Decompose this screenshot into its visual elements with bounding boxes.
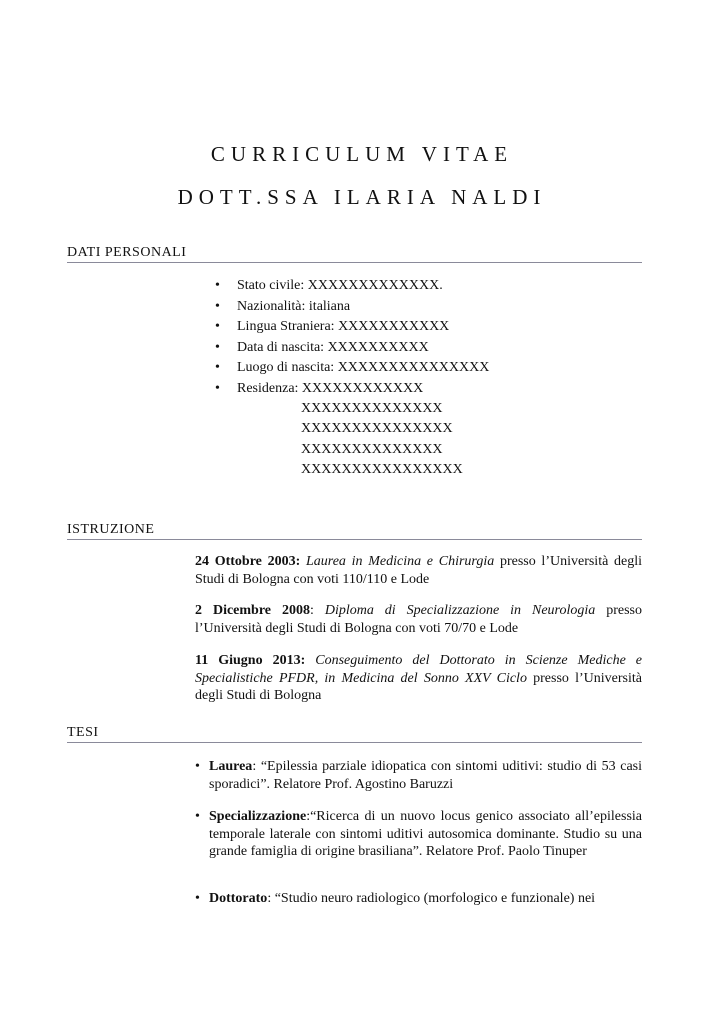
education-title: Diploma di Specializzazione in Neurologia [324, 603, 596, 618]
education-entry: 2 Dicembre 2008: Diploma di Specializzazione in Neurologia presso l’Università degli Studi di Bologna con voti 70/70 e Lode [195, 603, 642, 636]
thesis-entry: • Dottorato: “Studio neuro radiologico (morfologico e funzionale) nei [195, 891, 596, 906]
person-name: DOTT.SSA ILARIA NALDI [177, 185, 547, 209]
thesis-text: “Studio neuro radiologico (morfologico e funzionale) nei [274, 891, 596, 906]
thesis-label: Dottorato [209, 891, 268, 906]
section-heading-tesi: TESI [67, 725, 642, 743]
education-entry [195, 652, 642, 705]
education-entry [195, 553, 642, 588]
cv-title: CURRICULUM VITAE [210, 142, 514, 166]
education-date: 2 Dicembre 2008 [195, 603, 310, 618]
list-item: • Luogo di nascita: XXXXXXXXXXXXXXX [215, 358, 489, 379]
thesis-text: “Ricerca di un nuovo locus genico associato all’epilessia temporale laterale con sintomi uditivi autosomica dominante. Studio su una grande famiglia di origine brasiliana”. Relatore Prof. Paolo Tinuper [209, 809, 642, 859]
education-date: 24 Ottobre 2003: [195, 554, 301, 569]
thesis-entry: • Laurea: “Epilessia parziale idiopatica con sintomi uditivi: studio di 53 casi sporadici”. Relatore Prof. Agostino Baruzzi [195, 759, 643, 792]
section-heading-dati-personali: DATI PERSONALI [67, 245, 642, 263]
list-item: • Stato civile: XXXXXXXXXXXXX. [215, 276, 489, 297]
section-heading-istruzione: ISTRUZIONE [67, 522, 642, 540]
education-title: Laurea in Medicina e Chirurgia [305, 554, 495, 569]
list-item: • Lingua Straniera: XXXXXXXXXXX [215, 317, 489, 338]
thesis-label: Specializzazione [209, 809, 307, 824]
bullet-icon: • [195, 759, 200, 774]
list-item: • Residenza: XXXXXXXXXXXX [215, 379, 489, 400]
residence-line: XXXXXXXXXXXXXXX [301, 421, 453, 436]
bullet-icon: • [195, 809, 200, 824]
education-detail: presso l’Università degli Studi di Bologna [195, 670, 642, 703]
residence-line: XXXXXXXXXXXXXXXX [301, 462, 463, 477]
education-date: 11 Giugno 2013: [195, 653, 306, 668]
education-detail: presso l’Università degli Studi di Bologna con voti 70/70 e Lode [195, 603, 642, 636]
bullet-icon: • [195, 891, 200, 906]
thesis-entry: • Specializzazione:“Ricerca di un nuovo locus genico associato all’epilessia temporale laterale con sintomi uditivi autosomica dominante. Studio su una grande famiglia di origine brasiliana”. Relatore Prof. Paolo Tinuper [195, 809, 642, 859]
list-item: • Nazionalità: italiana [215, 297, 489, 318]
thesis-text: “Epilessia parziale idiopatica con sintomi uditivi: studio di 53 casi sporadici”. Relatore Prof. Agostino Baruzzi [209, 759, 643, 792]
list-item: • Data di nascita: XXXXXXXXXX [215, 338, 489, 359]
thesis-label: Laurea [209, 759, 253, 774]
residence-line: XXXXXXXXXXXXXX [301, 442, 443, 457]
education-title: Conseguimento del Dottorato in Scienze Mediche e Specialistiche PFDR, in Medicina del Sonno XXV Ciclo [195, 653, 642, 686]
residence-line: XXXXXXXXXXXXXX [301, 401, 443, 416]
education-detail: presso l’Università degli Studi di Bologna con voti 110/110 e Lode [195, 554, 643, 587]
personal-data-list [215, 276, 489, 399]
